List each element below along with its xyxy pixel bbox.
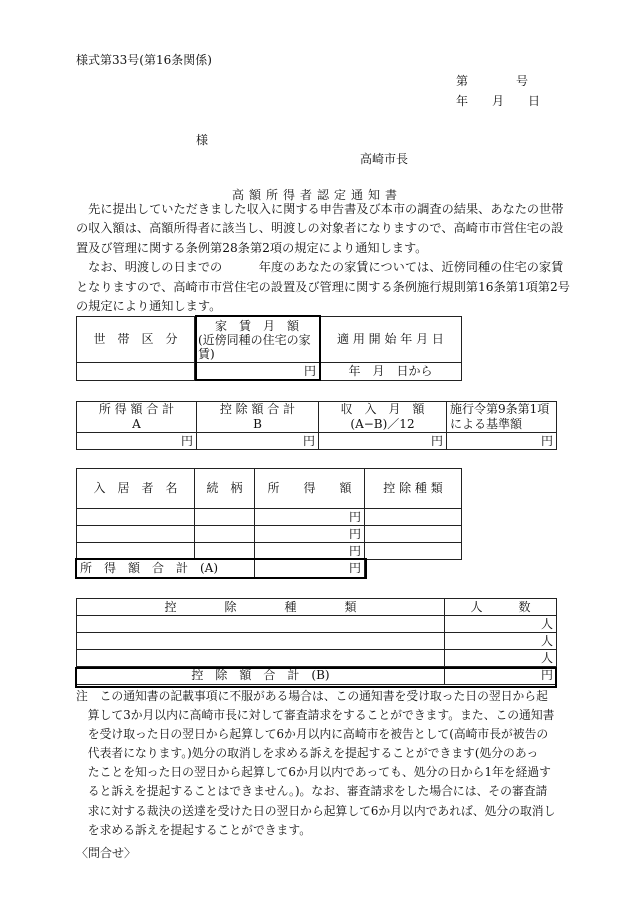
income-total-value: 円 bbox=[255, 560, 365, 578]
table-row: 人 bbox=[77, 650, 557, 667]
body-line: 先に提出していただきました収入に関する申告書及び本市の調査の結果、あなたの世帯 bbox=[76, 202, 564, 216]
body-line: の収入額は、高額所得者に該当し、明渡しの対象者になりますので、高崎市市営住宅の設 bbox=[76, 221, 564, 236]
income-total-row bbox=[77, 560, 462, 578]
issue-date: 年 月 日 bbox=[456, 94, 541, 108]
basis-amount-header: 施行令第9条第1項 による基準額 bbox=[447, 402, 557, 433]
sender: 高崎市長 bbox=[360, 152, 409, 166]
household-header: 世 帯 区 分 bbox=[77, 317, 195, 363]
deduction-total-value: 円 bbox=[445, 667, 557, 685]
deduction-table bbox=[76, 598, 557, 685]
notice-note bbox=[76, 687, 555, 840]
monthly-income-cell: 円 bbox=[319, 433, 447, 450]
contact-label: 〈問合せ〉 bbox=[76, 846, 137, 860]
note-line: 代表者になります。)処分の取消しを求める訴えを提起することができます(処分のあっ bbox=[76, 746, 539, 761]
income-summary-table bbox=[76, 401, 557, 450]
deduction-total-cell: 円 bbox=[197, 433, 319, 450]
start-date-header: 適 用 開 始 年 月 日 bbox=[320, 317, 462, 363]
addressee: 様 bbox=[196, 133, 209, 147]
deduction-total-label: 控 除 額 合 計 (B) bbox=[77, 667, 445, 685]
body-line: 置及び管理に関する条例第28条第2項の規定により通知します。 bbox=[76, 240, 428, 255]
relation-header: 続 柄 bbox=[195, 469, 255, 509]
note-line: 注 この通知書の記載事項に不服がある場合は、この通知書を受け取った日の翌日から起 bbox=[76, 689, 548, 703]
resident-income-table bbox=[76, 468, 462, 578]
rent-table bbox=[76, 316, 462, 381]
table-row: 円 bbox=[77, 526, 462, 543]
person-count-header: 人 数 bbox=[445, 599, 557, 616]
table-row: 円 bbox=[77, 509, 462, 526]
document-number: 第 号 bbox=[456, 74, 529, 88]
rent-header: 家 賃 月 額 (近傍同種の住宅の家 賃) bbox=[195, 317, 320, 363]
note-line: を求める訴えを提起することができます。 bbox=[76, 822, 311, 837]
body-line: なお、明渡しの日までの 年度のあなたの家賃については、近傍同種の住宅の家賃 bbox=[76, 260, 564, 275]
body-text bbox=[76, 200, 570, 316]
start-date-cell: 年 月 日から bbox=[320, 363, 462, 381]
deduction-type-header: 控 除 種 類 bbox=[77, 599, 445, 616]
note-line: を受け取った日の翌日から起算して6か月以内に高崎市を被告として(高崎市長が被告の bbox=[76, 727, 549, 742]
note-line: 算して3か月以内に高崎市長に対して審査請求をすることができます。また、この通知書 bbox=[76, 708, 555, 723]
table-row: 人 bbox=[77, 616, 557, 633]
document-title: 高額所得者認定通知書 bbox=[232, 188, 403, 202]
income-header: 所 得 額 bbox=[255, 469, 365, 509]
note-line: 求に対する裁決の送達を受けた日の翌日から起算して6か月以内であれば、処分の取消し bbox=[76, 803, 556, 818]
table-row: 人 bbox=[77, 633, 557, 650]
note-line: たことを知った日の翌日から起算して6か月以内であっても、処分の日から1年を経過す bbox=[76, 765, 551, 780]
table-row: 円 bbox=[77, 543, 462, 560]
income-total-cell: 円 bbox=[77, 433, 197, 450]
rent-value-cell: 円 bbox=[195, 363, 320, 381]
resident-name-header: 入 居 者 名 bbox=[77, 469, 195, 509]
form-number: 様式第33号(第16条関係) bbox=[76, 53, 212, 67]
note-line: ると訴えを提起することはできません。)。なお、審査請求をした場合には、その審査請 bbox=[76, 784, 548, 799]
monthly-income-header: 収 入 月 額 (A−B)／12 bbox=[319, 402, 447, 433]
income-total-header: 所 得 額 合 計 A bbox=[77, 402, 197, 433]
income-total-label: 所 得 額 合 計 (A) bbox=[77, 560, 255, 578]
basis-amount-cell: 円 bbox=[447, 433, 557, 450]
household-cell bbox=[77, 363, 195, 381]
body-line: の規定により通知します。 bbox=[76, 299, 222, 314]
deduction-total-row bbox=[77, 667, 557, 685]
body-line: となりますので、高崎市市営住宅の設置及び管理に関する条例施行規則第16条第1項第2号 bbox=[76, 279, 570, 294]
deduction-total-header: 控 除 額 合 計 B bbox=[197, 402, 319, 433]
deduction-type-header: 控 除 種 類 bbox=[365, 469, 462, 509]
